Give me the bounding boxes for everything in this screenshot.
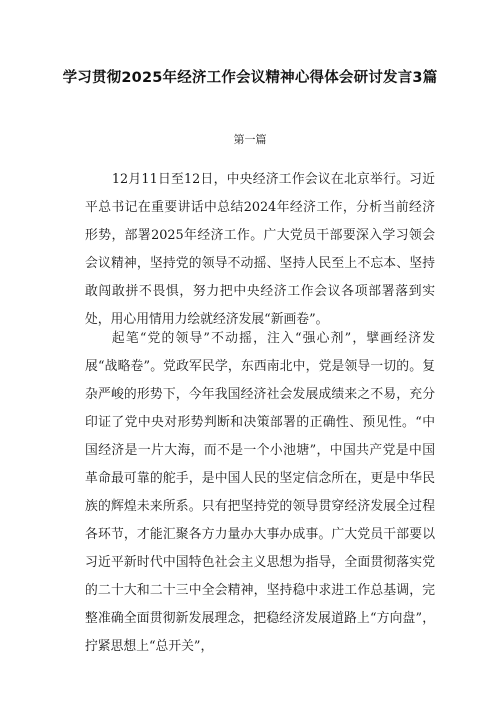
document-title: 学习贯彻2025年经济工作会议精神心得体会研讨发言3篇 — [62, 70, 438, 86]
body-paragraph: 12月11日至12日，中央经济工作会议在北京举行。习近平总书记在重要讲话中总结2024年经济工作，分析当前经济形势，部署2025年经济工作。广大党员干部要深入学习领会会议精神，坚持党的领导不动摇、坚持人民至上不忘本、坚持敢闯敢拼不畏惧，努力把中央经济工作会议各项部署落到实处，用心用情用力绘就经济发展“新画卷”。 — [85, 172, 435, 327]
section-heading: 第一篇 — [233, 133, 267, 146]
body-paragraph: 起笔“党的领导”不动摇，注入“强心剂”，擘画经济发展“战略卷”。党政军民学，东西南北中，党是领导一切的。复杂严峻的形势下，今年我国经济社会发展成绩来之不易，充分印证了党中央对形势判断和决策部署的正确性、预见性。“中国经济是一片大海，而不是一个小池塘”，中国共产党是中国革命最可靠的舵手，是中国人民的坚定信念所在，更是中华民族的辉煌未来所系。只有把坚持党的领导贯穿经济发展全过程各环节，才能汇聚各方力量办大事办成事。广大党员干部要以习近平新时代中国特色社会主义思想为指导，全面贯彻落实党的二十大和二十三中全会精神，坚持稳中求进工作总基调，完整准确全面贯彻新发展理念，把稳经济发展道路上“方向盘”，拧紧思想上“总开关”， — [85, 331, 435, 654]
